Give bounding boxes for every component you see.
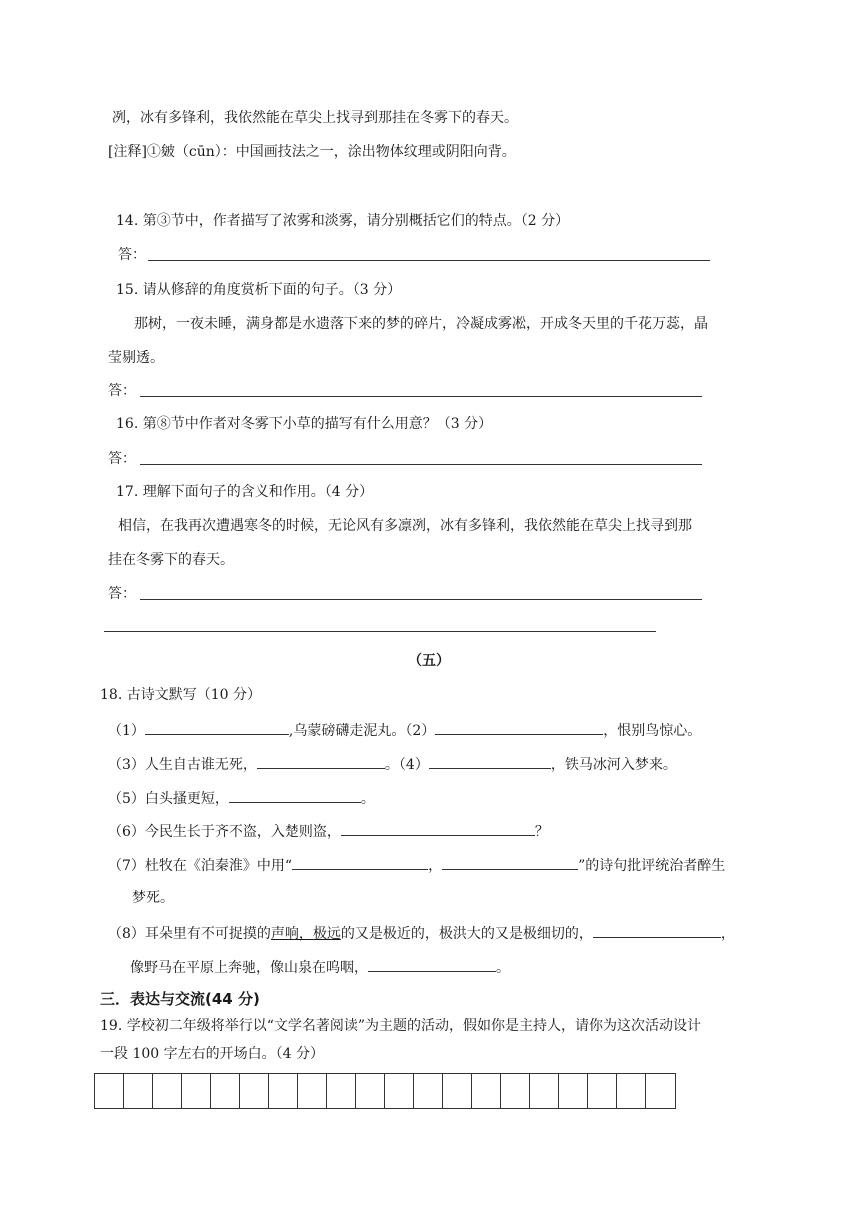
- q18-item-8-text-c: 像野马在平原上奔驰，像山泉在呜咽，: [130, 960, 368, 976]
- blank-8b[interactable]: [368, 957, 496, 972]
- q17-quote-line-1: 相信，在我再次遭遇寒冬的时候，无论风有多凛冽，冰有多锋利，我依然能在草尖上找寻到那: [118, 518, 692, 534]
- q18-item-7-comma: ，: [428, 858, 443, 874]
- question-19-line-2: 一段 100 字左右的开场白。（4 分）: [100, 1046, 324, 1062]
- grid-cell[interactable]: [559, 1074, 588, 1108]
- q18-item-8-underlined: 声响，极远: [270, 926, 341, 942]
- answer-label-16: 答：: [108, 451, 136, 467]
- blank-7b[interactable]: [442, 855, 578, 870]
- grid-cell[interactable]: [414, 1074, 443, 1108]
- answer-label-15: 答：: [108, 383, 136, 399]
- question-15: 15. 请从修辞的角度赏析下面的句子。（3 分）: [116, 282, 402, 298]
- q18-line-7: [108, 855, 725, 875]
- answer-line-17[interactable]: [140, 599, 702, 600]
- grid-cell[interactable]: [443, 1074, 472, 1108]
- grid-cell[interactable]: [298, 1074, 327, 1108]
- q18-item-5-text: （5）白头搔更短，: [108, 791, 229, 807]
- blank-3[interactable]: [257, 754, 385, 769]
- question-18: 18. 古诗文默写（10 分）: [100, 687, 261, 703]
- q18-item-2-text: ，恨别鸟惊心。: [603, 723, 702, 739]
- q18-item-3-text: （3）人生自古谁无死，: [108, 757, 257, 773]
- passage-tail: 冽，冰有多锋利，我依然能在草尖上找寻到那挂在冬雾下的春天。: [112, 110, 518, 126]
- q18-item-5-end: 。: [360, 791, 375, 807]
- grid-cell[interactable]: [501, 1074, 530, 1108]
- grid-cell[interactable]: [617, 1074, 646, 1108]
- q18-item-1-label: （1）: [108, 723, 145, 739]
- q18-line-5: [108, 788, 375, 808]
- grid-cell[interactable]: [240, 1074, 269, 1108]
- answer-label-17: 答：: [108, 586, 136, 602]
- q18-item-6-end: ？: [534, 824, 549, 840]
- grid-cell[interactable]: [211, 1074, 240, 1108]
- grid-cell[interactable]: [182, 1074, 211, 1108]
- grid-cell[interactable]: [124, 1074, 153, 1108]
- grid-cell[interactable]: [269, 1074, 298, 1108]
- question-19-line-1: 19. 学校初二年级将举行以“文学名著阅读”为主题的活动，假如你是主持人，请你为这次活动设计: [100, 1018, 702, 1034]
- section-3-title: 三．表达与交流(44 分): [100, 990, 260, 1008]
- question-17: 17. 理解下面句子的含义和作用。（4 分）: [116, 484, 374, 500]
- annotation-note: [注释]①皴（cūn）：中国画技法之一，涂出物体纹理或阴阳向背。: [108, 144, 516, 160]
- answer-line-15[interactable]: [140, 396, 702, 397]
- q18-item-7-tail: ”的诗句批评统治者醉生: [578, 858, 726, 874]
- grid-cell[interactable]: [588, 1074, 617, 1108]
- answer-line-17-extra[interactable]: [104, 631, 656, 632]
- q18-line-3-4: [108, 754, 677, 774]
- q15-quote-line-1: 那树，一夜未睡，满身都是水遗落下来的梦的碎片，冷凝成雾凇，开成冬天里的千花万蕊，晶: [134, 316, 708, 332]
- q18-item-8-text-b: 的又是极近的，极洪大的又是极细切的，: [340, 926, 593, 942]
- question-14: 14. 第③节中，作者描写了浓雾和淡雾，请分别概括它们的特点。（2 分）: [116, 213, 570, 229]
- grid-cell[interactable]: [327, 1074, 356, 1108]
- q18-item-8-end: 。: [496, 960, 510, 976]
- blank-2[interactable]: [435, 720, 603, 735]
- grid-cell[interactable]: [472, 1074, 501, 1108]
- q18-item-4-text: ，铁马冰河入梦来。: [550, 757, 677, 773]
- q18-item-4-label: 。（4）: [384, 757, 429, 773]
- question-16: 16. 第⑧节中作者对冬雾下小草的描写有什么用意？（3 分）: [116, 416, 493, 432]
- answer-line-16[interactable]: [140, 464, 702, 465]
- grid-cell[interactable]: [385, 1074, 414, 1108]
- q18-line-7-cont: 梦死。: [132, 890, 174, 906]
- q18-item-8-text: （8）耳朵里有不可捉摸的: [108, 926, 271, 942]
- grid-cell[interactable]: [530, 1074, 559, 1108]
- q17-quote-line-2: 挂在冬雾下的春天。: [108, 552, 234, 568]
- q18-line-1-2: [108, 720, 701, 740]
- blank-7a[interactable]: [292, 855, 428, 870]
- blank-4[interactable]: [429, 754, 551, 769]
- grid-cell[interactable]: [646, 1074, 675, 1108]
- grid-cell[interactable]: [95, 1074, 124, 1108]
- blank-1[interactable]: [145, 720, 289, 735]
- answer-label-14: 答：: [118, 247, 146, 263]
- blank-6[interactable]: [341, 821, 535, 836]
- q18-item-6-text: （6）今民生长于齐不盗，入楚则盗，: [108, 824, 341, 840]
- q18-item-1-text: ,乌蒙磅礴走泥丸。（2）: [288, 723, 436, 739]
- blank-8a[interactable]: [593, 923, 721, 938]
- q18-line-8-cont: [130, 957, 510, 977]
- q18-item-8-comma: ，: [720, 926, 735, 942]
- writing-grid[interactable]: [94, 1073, 676, 1109]
- blank-5[interactable]: [229, 788, 361, 803]
- part-5-title: （五）: [408, 653, 450, 669]
- q18-line-6: [108, 821, 549, 841]
- grid-cell[interactable]: [356, 1074, 385, 1108]
- answer-line-14[interactable]: [148, 260, 710, 261]
- q18-line-8: [108, 923, 735, 943]
- q18-item-7-text: （7）杜牧在《泊秦淮》中用“: [108, 858, 293, 874]
- q15-quote-line-2: 莹剔透。: [108, 350, 164, 366]
- grid-cell[interactable]: [153, 1074, 182, 1108]
